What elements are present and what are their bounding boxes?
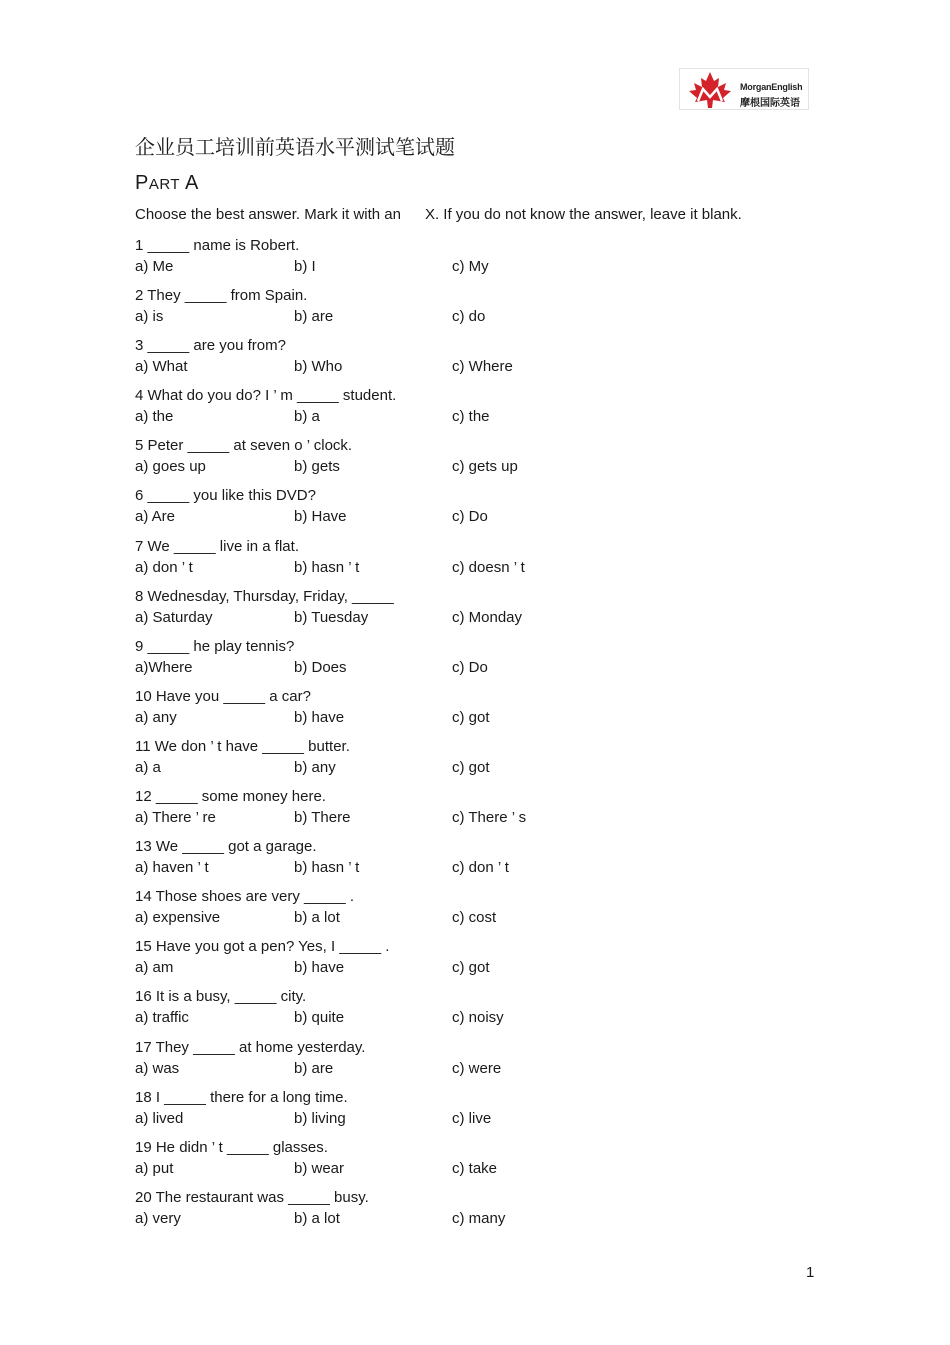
question-stem: 16 It is a busy, _____ city. xyxy=(135,988,307,1006)
option-a[interactable]: a) don ’ t xyxy=(135,558,193,576)
answer-options xyxy=(135,857,835,878)
question-item xyxy=(135,1037,835,1087)
answer-options xyxy=(135,1007,835,1028)
option-a[interactable]: a) was xyxy=(135,1059,180,1077)
question-item xyxy=(135,435,835,485)
question-stem: 8 Wednesday, Thursday, Friday, _____ xyxy=(135,587,394,605)
answer-options xyxy=(135,406,835,427)
answer-options xyxy=(135,907,835,928)
option-a[interactable]: a) a xyxy=(135,758,161,776)
question-stem: 15 Have you got a pen? Yes, I _____ . xyxy=(135,938,390,956)
answer-options xyxy=(135,757,835,778)
option-b[interactable]: b) I xyxy=(294,258,316,275)
option-b[interactable]: b) hasn ’ t xyxy=(294,859,360,877)
question-stem: 3 _____ are you from? xyxy=(135,337,286,355)
question-stem: 10 Have you _____ a car? xyxy=(135,687,311,705)
option-b[interactable]: b) have xyxy=(294,959,345,977)
option-c[interactable]: c) do xyxy=(452,308,486,326)
option-c[interactable]: c) the xyxy=(452,408,490,426)
option-b[interactable]: b) There xyxy=(294,809,351,827)
option-b[interactable]: b) Tuesday xyxy=(294,608,369,626)
question-item xyxy=(135,936,835,986)
instructions-before: Choose the best answer. Mark it with an xyxy=(135,206,401,223)
option-c[interactable]: c) Where xyxy=(452,358,513,376)
option-b[interactable]: b) are xyxy=(294,1059,334,1077)
question-stem: 19 He didn ’ t _____ glasses. xyxy=(135,1138,328,1156)
answer-options xyxy=(135,1158,835,1179)
logo-name-cn: 摩根国际英语 xyxy=(740,98,800,109)
answer-options xyxy=(135,1208,835,1229)
option-a[interactable]: a) very xyxy=(135,1209,181,1227)
question-stem: 17 They _____ at home yesterday. xyxy=(135,1038,366,1056)
answer-options xyxy=(135,256,835,277)
option-b[interactable]: b) a lot xyxy=(294,1209,340,1227)
question-item xyxy=(135,686,835,736)
question-stem: 2 They _____ from Spain. xyxy=(135,287,308,305)
option-c[interactable]: c) My xyxy=(452,258,489,275)
answer-options xyxy=(135,657,835,678)
option-c[interactable]: c) gets up xyxy=(452,458,518,476)
option-a[interactable]: a) lived xyxy=(135,1109,184,1127)
option-a[interactable]: a) traffic xyxy=(135,1009,189,1027)
option-c[interactable]: c) Do xyxy=(452,658,488,676)
question-item xyxy=(135,235,835,285)
option-a[interactable]: a) Me xyxy=(135,258,174,275)
option-a[interactable]: a) am xyxy=(135,959,174,977)
question-item xyxy=(135,1187,835,1237)
option-b[interactable]: b) wear xyxy=(294,1159,345,1177)
part-heading-rest: ART xyxy=(148,176,181,193)
answer-options xyxy=(135,1108,835,1129)
question-item xyxy=(135,636,835,686)
answer-options xyxy=(135,557,835,578)
instructions-after: X. If you do not know the answer, leave it blank. xyxy=(424,206,742,223)
option-a[interactable]: a)Where xyxy=(135,658,193,676)
option-a[interactable]: a) expensive xyxy=(135,909,221,927)
option-b[interactable]: b) quite xyxy=(294,1009,345,1027)
option-a[interactable]: a) There ’ re xyxy=(135,809,216,827)
instructions xyxy=(135,206,742,223)
option-b[interactable]: b) Who xyxy=(294,358,343,376)
question-stem: 13 We _____ got a garage. xyxy=(135,838,317,856)
question-stem: 5 Peter _____ at seven o ’ clock. xyxy=(135,437,353,455)
question-stem: 4 What do you do? I ’ m _____ student. xyxy=(135,387,397,405)
question-stem: 20 The restaurant was _____ busy. xyxy=(135,1188,369,1206)
question-item xyxy=(135,536,835,586)
answer-options xyxy=(135,356,835,377)
option-a[interactable]: a) put xyxy=(135,1159,174,1177)
question-stem: 9 _____ he play tennis? xyxy=(135,637,295,655)
question-item xyxy=(135,485,835,535)
option-b[interactable]: b) Have xyxy=(294,508,347,526)
option-b[interactable]: b) hasn ’ t xyxy=(294,558,360,576)
option-c[interactable]: c) many xyxy=(452,1209,506,1227)
question-item xyxy=(135,836,835,886)
question-stem: 18 I _____ there for a long time. xyxy=(135,1088,348,1106)
answer-options xyxy=(135,607,835,628)
logo-name-en: MorganEnglish xyxy=(740,82,803,92)
answer-options xyxy=(135,306,835,327)
option-c[interactable]: c) don ’ t xyxy=(452,859,509,877)
option-c[interactable]: c) got xyxy=(452,959,490,977)
morgan-english-logo xyxy=(679,68,809,110)
question-stem: 6 _____ you like this DVD? xyxy=(135,487,316,505)
answer-options xyxy=(135,807,835,828)
part-heading-letter: A xyxy=(185,172,199,194)
question-item xyxy=(135,986,835,1036)
option-a[interactable]: a) Are xyxy=(135,508,176,526)
option-b[interactable]: b) a xyxy=(294,408,320,426)
question-item xyxy=(135,1137,835,1187)
option-b[interactable]: b) a lot xyxy=(294,909,340,927)
question-list xyxy=(135,235,835,1237)
option-b[interactable]: b) living xyxy=(294,1109,346,1127)
question-item xyxy=(135,586,835,636)
option-c[interactable]: c) Do xyxy=(452,508,488,526)
option-c[interactable]: c) doesn ’ t xyxy=(452,558,525,576)
option-b[interactable]: b) Does xyxy=(294,658,347,676)
option-a[interactable]: a) What xyxy=(135,358,188,376)
answer-options xyxy=(135,456,835,477)
question-stem: 14 Those shoes are very _____ . xyxy=(135,888,355,906)
question-stem: 11 We don ’ t have _____ butter. xyxy=(135,737,350,755)
answer-options xyxy=(135,707,835,728)
answer-options xyxy=(135,957,835,978)
option-a[interactable]: a) Saturday xyxy=(135,608,213,626)
question-item xyxy=(135,786,835,836)
part-heading xyxy=(135,172,199,195)
option-b[interactable]: b) any xyxy=(294,758,336,776)
maple-leaf-icon xyxy=(683,71,737,109)
page-title: 企业员工培训前英语水平测试笔试题 xyxy=(135,135,455,159)
option-a[interactable]: a) is xyxy=(135,308,164,326)
answer-options xyxy=(135,1058,835,1079)
option-c[interactable]: c) got xyxy=(452,758,490,776)
question-item xyxy=(135,736,835,786)
option-b[interactable]: b) are xyxy=(294,308,334,326)
option-b[interactable]: b) have xyxy=(294,708,345,726)
option-c[interactable]: c) got xyxy=(452,708,490,726)
option-c[interactable]: c) were xyxy=(452,1059,502,1077)
option-a[interactable]: a) the xyxy=(135,408,174,426)
option-b[interactable]: b) gets xyxy=(294,458,340,476)
option-c[interactable]: c) cost xyxy=(452,909,497,927)
option-a[interactable]: a) any xyxy=(135,708,177,726)
answer-options xyxy=(135,506,835,527)
option-c[interactable]: c) take xyxy=(452,1159,498,1177)
option-a[interactable]: a) goes up xyxy=(135,458,206,476)
question-item xyxy=(135,1087,835,1137)
question-stem: 1 _____ name is Robert. xyxy=(135,237,300,254)
question-stem: 12 _____ some money here. xyxy=(135,788,326,806)
option-c[interactable]: c) live xyxy=(452,1109,492,1127)
option-c[interactable]: c) There ’ s xyxy=(452,809,527,827)
option-c[interactable]: c) Monday xyxy=(452,608,523,626)
option-c[interactable]: c) noisy xyxy=(452,1009,504,1027)
question-item xyxy=(135,335,835,385)
question-item xyxy=(135,285,835,335)
part-heading-initial: P xyxy=(135,172,149,194)
page-number: 1 xyxy=(806,1264,815,1281)
option-a[interactable]: a) haven ’ t xyxy=(135,859,209,877)
question-item xyxy=(135,385,835,435)
question-stem: 7 We _____ live in a flat. xyxy=(135,537,299,555)
question-item xyxy=(135,886,835,936)
